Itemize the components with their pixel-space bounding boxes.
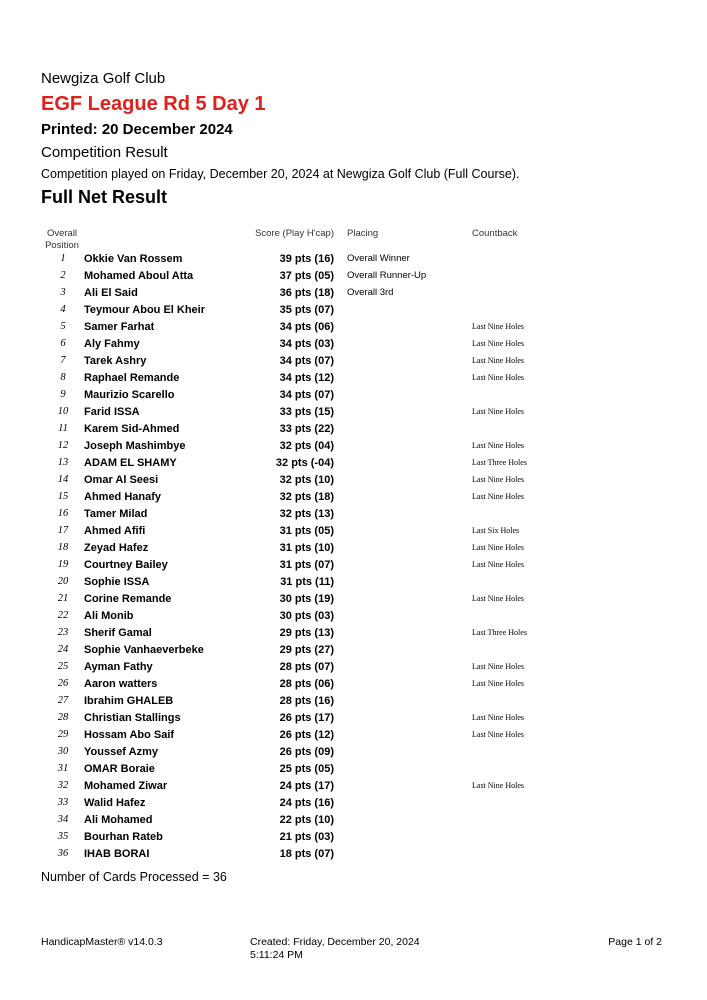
position-cell: 20 <box>57 576 69 587</box>
countback-cell: Last Nine Holes <box>472 560 524 569</box>
table-row <box>0 676 707 693</box>
position-cell: 5 <box>60 321 66 332</box>
position-cell: 13 <box>57 457 69 468</box>
player-name-cell: Ali El Said <box>84 287 138 299</box>
table-row <box>0 506 707 523</box>
table-row <box>0 761 707 778</box>
score-cell: 28 pts (06) <box>279 678 334 690</box>
position-cell: 11 <box>58 423 68 434</box>
player-name-cell: Tamer Milad <box>84 508 148 520</box>
position-cell: 7 <box>60 355 66 366</box>
table-row <box>0 829 707 846</box>
player-name-cell: Okkie Van Rossem <box>84 253 183 265</box>
countback-cell: Last Nine Holes <box>472 339 524 348</box>
table-row <box>0 574 707 591</box>
score-cell: 32 pts (18) <box>279 491 334 503</box>
table-row <box>0 557 707 574</box>
player-name-cell: Zeyad Hafez <box>84 542 149 554</box>
countback-cell: Last Nine Holes <box>472 356 524 365</box>
score-cell: 30 pts (03) <box>279 610 334 622</box>
player-name-cell: Sherif Gamal <box>84 627 152 639</box>
countback-cell: Last Three Holes <box>472 628 527 637</box>
score-cell: 29 pts (13) <box>279 627 334 639</box>
table-row <box>0 659 707 676</box>
score-cell: 33 pts (22) <box>279 423 334 435</box>
position-cell: 18 <box>57 542 69 553</box>
player-name-cell: Ahmed Afifi <box>84 525 146 537</box>
position-cell: 22 <box>57 610 69 621</box>
position-cell: 19 <box>57 559 69 570</box>
position-cell: 35 <box>57 831 69 842</box>
score-cell: 32 pts (-04) <box>275 457 334 469</box>
position-cell: 25 <box>57 661 69 672</box>
player-name-cell: Omar Al Seesi <box>84 474 159 486</box>
score-cell: 36 pts (18) <box>279 287 334 299</box>
score-cell: 31 pts (10) <box>279 542 334 554</box>
player-name-cell: Corine Remande <box>84 593 172 605</box>
player-name-cell: Sophie Vanhaeverbeke <box>84 644 204 656</box>
player-name-cell: Courtney Bailey <box>84 559 168 571</box>
score-cell: 32 pts (13) <box>279 508 334 520</box>
table-row <box>0 778 707 795</box>
score-cell: 39 pts (16) <box>279 253 334 265</box>
countback-cell: Last Nine Holes <box>472 679 524 688</box>
position-cell: 14 <box>57 474 69 485</box>
score-cell: 18 pts (07) <box>279 848 334 860</box>
club-name: Newgiza Golf Club <box>41 70 166 87</box>
countback-cell: Last Six Holes <box>472 526 520 535</box>
table-row <box>0 302 707 319</box>
player-name-cell: Youssef Azmy <box>84 746 158 758</box>
table-row <box>0 336 707 353</box>
player-name-cell: Maurizio Scarello <box>84 389 175 401</box>
table-row <box>0 625 707 642</box>
score-cell: 34 pts (07) <box>279 355 334 367</box>
score-cell: 31 pts (07) <box>279 559 334 571</box>
player-name-cell: Walid Hafez <box>84 797 146 809</box>
position-cell: 21 <box>57 593 69 604</box>
countback-cell: Last Nine Holes <box>472 475 524 484</box>
table-row <box>0 421 707 438</box>
countback-cell: Last Nine Holes <box>472 373 524 382</box>
table-row <box>0 319 707 336</box>
countback-cell: Last Nine Holes <box>472 322 524 331</box>
player-name-cell: Sophie ISSA <box>84 576 150 588</box>
score-cell: 32 pts (04) <box>279 440 334 452</box>
player-name-cell: OMAR Boraie <box>84 763 155 775</box>
score-cell: 34 pts (03) <box>279 338 334 350</box>
table-row <box>0 642 707 659</box>
score-cell: 31 pts (05) <box>279 525 334 537</box>
table-row <box>0 268 707 285</box>
table-row <box>0 795 707 812</box>
player-name-cell: Hossam Abo Saif <box>84 729 175 741</box>
player-name-cell: IHAB BORAI <box>84 848 150 860</box>
score-cell: 37 pts (05) <box>279 270 334 282</box>
player-name-cell: Raphael Remande <box>84 372 180 384</box>
table-row <box>0 812 707 829</box>
footer-software: HandicapMaster® v14.0.3 <box>41 936 163 948</box>
results-table <box>0 251 707 863</box>
score-cell: 25 pts (05) <box>279 763 334 775</box>
table-row <box>0 693 707 710</box>
player-name-cell: Joseph Mashimbye <box>84 440 186 452</box>
countback-cell: Last Nine Holes <box>472 662 524 671</box>
position-cell: 34 <box>57 814 69 825</box>
competition-result-label: Competition Result <box>41 144 168 161</box>
score-cell: 28 pts (16) <box>279 695 334 707</box>
position-cell: 23 <box>57 627 69 638</box>
score-cell: 24 pts (17) <box>279 780 334 792</box>
competition-description: Competition played on Friday, December 20, 2024 at Newgiza Golf Club (Full Course). <box>41 167 520 181</box>
score-cell: 26 pts (17) <box>279 712 334 724</box>
table-row <box>0 591 707 608</box>
position-cell: 1 <box>60 253 66 264</box>
placing-cell: Overall 3rd <box>347 287 394 298</box>
position-cell: 2 <box>60 270 66 281</box>
score-cell: 34 pts (12) <box>279 372 334 384</box>
column-header-position: Overall Position <box>45 228 79 251</box>
position-cell: 8 <box>60 372 66 383</box>
score-cell: 35 pts (07) <box>279 304 334 316</box>
countback-cell: Last Nine Holes <box>472 492 524 501</box>
player-name-cell: Ayman Fathy <box>84 661 153 673</box>
table-row <box>0 540 707 557</box>
table-row <box>0 455 707 472</box>
score-cell: 34 pts (07) <box>279 389 334 401</box>
countback-cell: Last Nine Holes <box>472 543 524 552</box>
player-name-cell: Mohamed Aboul Atta <box>84 270 194 282</box>
table-row <box>0 710 707 727</box>
position-cell: 9 <box>60 389 66 400</box>
position-cell: 3 <box>60 287 66 298</box>
countback-cell: Last Nine Holes <box>472 594 524 603</box>
countback-cell: Last Nine Holes <box>472 407 524 416</box>
position-cell: 10 <box>57 406 69 417</box>
score-cell: 21 pts (03) <box>279 831 334 843</box>
column-header-score: Score (Play H'cap) <box>255 228 334 239</box>
countback-cell: Last Nine Holes <box>472 781 524 790</box>
position-cell: 33 <box>57 797 69 808</box>
player-name-cell: Teymour Abou El Kheir <box>84 304 206 316</box>
position-cell: 17 <box>57 525 69 536</box>
position-cell: 6 <box>60 338 66 349</box>
score-cell: 34 pts (06) <box>279 321 334 333</box>
position-cell: 24 <box>57 644 69 655</box>
placing-cell: Overall Runner-Up <box>347 270 427 281</box>
player-name-cell: Tarek Ashry <box>84 355 147 367</box>
player-name-cell: ADAM EL SHAMY <box>84 457 177 469</box>
position-cell: 27 <box>57 695 69 706</box>
position-cell: 28 <box>57 712 69 723</box>
table-row <box>0 608 707 625</box>
competition-title: EGF League Rd 5 Day 1 <box>41 93 266 115</box>
table-row <box>0 744 707 761</box>
score-cell: 22 pts (10) <box>279 814 334 826</box>
placing-cell: Overall Winner <box>347 253 410 264</box>
player-name-cell: Ahmed Hanafy <box>84 491 162 503</box>
table-row <box>0 472 707 489</box>
score-cell: 26 pts (12) <box>279 729 334 741</box>
player-name-cell: Ali Mohamed <box>84 814 153 826</box>
player-name-cell: Ali Monib <box>84 610 134 622</box>
player-name-cell: Mohamed Ziwar <box>84 780 168 792</box>
table-row <box>0 489 707 506</box>
position-cell: 30 <box>57 746 69 757</box>
table-row <box>0 438 707 455</box>
position-cell: 36 <box>57 848 69 859</box>
player-name-cell: Ibrahim GHALEB <box>84 695 174 707</box>
table-row <box>0 387 707 404</box>
position-cell: 16 <box>57 508 69 519</box>
table-row <box>0 370 707 387</box>
section-title: Full Net Result <box>41 187 168 207</box>
score-cell: 33 pts (15) <box>279 406 334 418</box>
score-cell: 28 pts (07) <box>279 661 334 673</box>
countback-cell: Last Three Holes <box>472 458 527 467</box>
player-name-cell: Karem Sid-Ahmed <box>84 423 180 435</box>
printed-date: Printed: 20 December 2024 <box>41 121 233 138</box>
score-cell: 30 pts (19) <box>279 593 334 605</box>
table-row <box>0 285 707 302</box>
player-name-cell: Samer Farhat <box>84 321 155 333</box>
footer-created: Created: Friday, December 20, 2024 5:11:24 PM <box>250 936 420 961</box>
table-row <box>0 251 707 268</box>
position-cell: 12 <box>57 440 69 451</box>
table-row <box>0 523 707 540</box>
table-row <box>0 846 707 863</box>
score-cell: 32 pts (10) <box>279 474 334 486</box>
column-header-countback: Countback <box>472 228 518 239</box>
position-cell: 15 <box>57 491 69 502</box>
table-row <box>0 727 707 744</box>
table-row <box>0 404 707 421</box>
countback-cell: Last Nine Holes <box>472 441 524 450</box>
player-name-cell: Aly Fahmy <box>84 338 140 350</box>
score-cell: 29 pts (27) <box>279 644 334 656</box>
position-cell: 4 <box>60 304 66 315</box>
score-cell: 31 pts (11) <box>280 576 334 588</box>
table-row <box>0 353 707 370</box>
score-cell: 26 pts (09) <box>279 746 334 758</box>
countback-cell: Last Nine Holes <box>472 713 524 722</box>
player-name-cell: Bourhan Rateb <box>84 831 163 843</box>
score-cell: 24 pts (16) <box>279 797 334 809</box>
player-name-cell: Christian Stallings <box>84 712 181 724</box>
cards-processed: Number of Cards Processed = 36 <box>41 870 227 884</box>
player-name-cell: Farid ISSA <box>84 406 140 418</box>
player-name-cell: Aaron watters <box>84 678 158 690</box>
position-cell: 29 <box>57 729 69 740</box>
countback-cell: Last Nine Holes <box>472 730 524 739</box>
position-cell: 31 <box>57 763 69 774</box>
position-cell: 26 <box>57 678 69 689</box>
footer-page: Page 1 of 2 <box>608 936 662 948</box>
position-cell: 32 <box>57 780 69 791</box>
column-header-placing: Placing <box>347 228 379 239</box>
